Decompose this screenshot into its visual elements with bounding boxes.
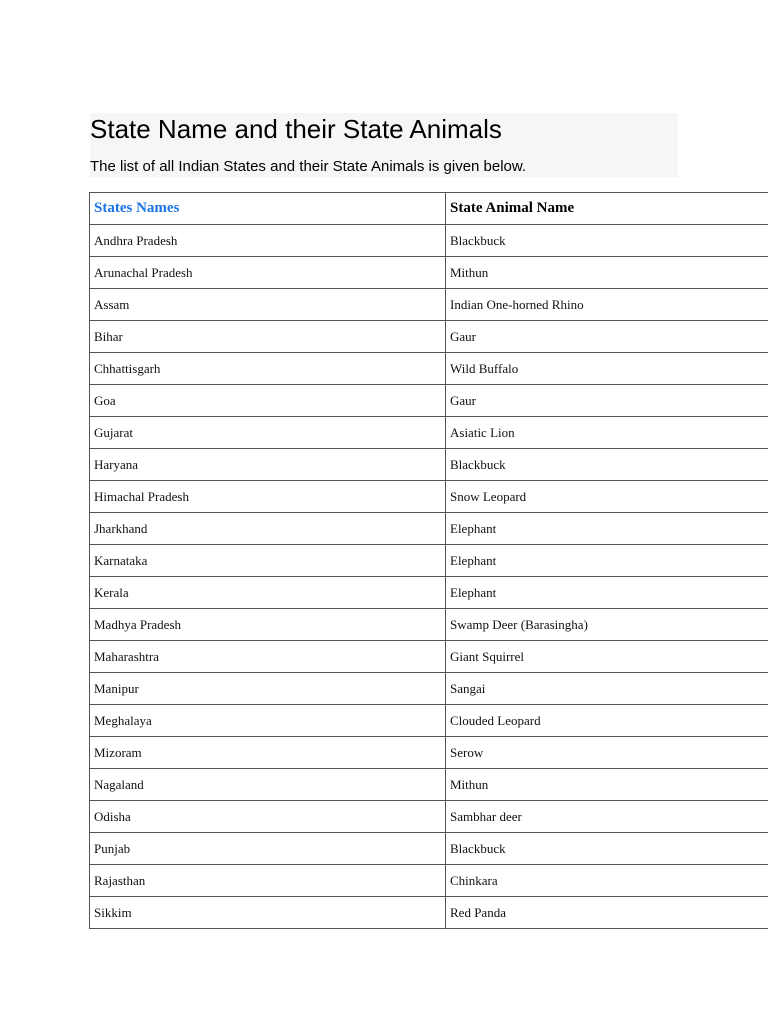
state-animal-cell: Elephant <box>446 545 768 577</box>
table-row <box>90 513 768 545</box>
state-animal-cell: Red Panda <box>446 897 768 929</box>
state-name-cell: Madhya Pradesh <box>90 609 446 641</box>
state-animal-cell: Sambhar deer <box>446 801 768 833</box>
state-animal-cell: Asiatic Lion <box>446 417 768 449</box>
state-name-cell: Andhra Pradesh <box>90 225 446 257</box>
state-animal-cell: Giant Squirrel <box>446 641 768 673</box>
state-name-cell: Punjab <box>90 833 446 865</box>
state-animal-cell: Sangai <box>446 673 768 705</box>
state-animal-cell: Snow Leopard <box>446 481 768 513</box>
state-name-cell: Assam <box>90 289 446 321</box>
state-animal-cell: Mithun <box>446 769 768 801</box>
state-animal-cell: Mithun <box>446 257 768 289</box>
state-name-cell: Sikkim <box>90 897 446 929</box>
table-row <box>90 545 768 577</box>
table-header-row <box>90 193 768 225</box>
state-name-cell: Rajasthan <box>90 865 446 897</box>
page-intro: The list of all Indian States and their State Animals is given below. <box>90 158 527 175</box>
state-animal-cell: Elephant <box>446 513 768 545</box>
table-row <box>90 833 768 865</box>
state-name-cell: Meghalaya <box>90 705 446 737</box>
state-name-cell: Odisha <box>90 801 446 833</box>
column-header-animal: State Animal Name <box>446 193 768 225</box>
table-row <box>90 257 768 289</box>
table-row <box>90 897 768 929</box>
state-name-cell: Arunachal Pradesh <box>90 257 446 289</box>
table-row <box>90 417 768 449</box>
state-name-cell: Maharashtra <box>90 641 446 673</box>
table-row <box>90 865 768 897</box>
table-body <box>90 225 768 929</box>
state-name-cell: Manipur <box>90 673 446 705</box>
state-animal-cell: Serow <box>446 737 768 769</box>
state-animal-cell: Blackbuck <box>446 449 768 481</box>
state-name-cell: Chhattisgarh <box>90 353 446 385</box>
state-name-cell: Kerala <box>90 577 446 609</box>
state-name-cell: Goa <box>90 385 446 417</box>
table-row <box>90 385 768 417</box>
state-name-cell: Jharkhand <box>90 513 446 545</box>
state-animal-cell: Swamp Deer (Barasingha) <box>446 609 768 641</box>
state-animal-cell: Blackbuck <box>446 225 768 257</box>
table-row <box>90 673 768 705</box>
table-row <box>90 481 768 513</box>
table-row <box>90 289 768 321</box>
table-row <box>90 577 768 609</box>
table-row <box>90 769 768 801</box>
state-name-cell: Mizoram <box>90 737 446 769</box>
state-animal-cell: Blackbuck <box>446 833 768 865</box>
state-animal-cell: Gaur <box>446 385 768 417</box>
state-animals-table <box>89 192 768 929</box>
column-header-states[interactable]: States Names <box>90 193 446 225</box>
table-row <box>90 801 768 833</box>
table-row <box>90 705 768 737</box>
state-name-cell: Bihar <box>90 321 446 353</box>
table-row <box>90 321 768 353</box>
table-row <box>90 225 768 257</box>
state-animal-cell: Wild Buffalo <box>446 353 768 385</box>
state-animal-cell: Clouded Leopard <box>446 705 768 737</box>
state-name-cell: Himachal Pradesh <box>90 481 446 513</box>
state-name-cell: Nagaland <box>90 769 446 801</box>
state-name-cell: Karnataka <box>90 545 446 577</box>
table-row <box>90 449 768 481</box>
table-row <box>90 641 768 673</box>
state-animal-cell: Elephant <box>446 577 768 609</box>
state-animal-cell: Indian One-horned Rhino <box>446 289 768 321</box>
page-title: State Name and their State Animals <box>90 114 502 144</box>
state-animal-cell: Chinkara <box>446 865 768 897</box>
table-row <box>90 609 768 641</box>
state-name-cell: Gujarat <box>90 417 446 449</box>
state-animal-cell: Gaur <box>446 321 768 353</box>
state-animals-table-container <box>89 192 768 929</box>
table-row <box>90 737 768 769</box>
table-row <box>90 353 768 385</box>
state-name-cell: Haryana <box>90 449 446 481</box>
